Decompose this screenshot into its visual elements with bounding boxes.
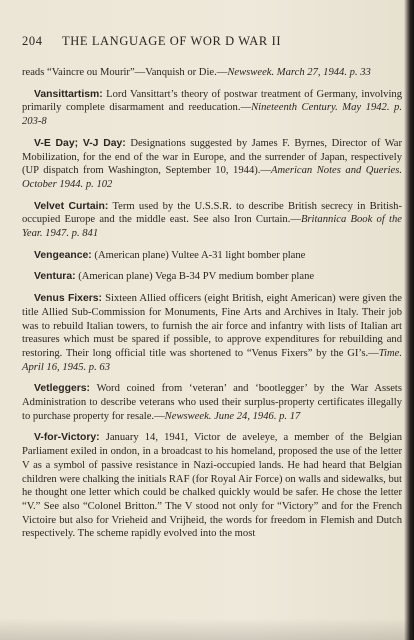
- entry-body: January 14, 1941, Victor de aveleye, a member of the Belgian Parliament exiled in ondon, in a broadcast to his homeland, proposed the use of the letter V as a symbol of passive resistance in Nazi-occupied lands. He had heard that Belgian children were chalking the initials RAF (for Royal Air Force) on walls and sidewalks, but he thought one letter which could be chalked quickly would be safer. He chose the letter “V.” See also “Colonel Britton.” The V stood not only for “Victory” and for the French Victoire but also for Vrieheid and Vrijheid, the words for freedom in Flemish and Dutch respectively. The scheme rapidly evolved into the most: [22, 432, 402, 540]
- glossary-entry-ventura: [22, 270, 402, 284]
- entry-term: Vengeance:: [34, 249, 92, 261]
- entry-source: Newsweek. June 24, 1946. p. 17: [164, 410, 301, 422]
- glossary-entry-v-for-victory: [22, 431, 402, 541]
- entry-body: reads “Vaincre ou Mourir”—Vanquish or Die.—: [22, 67, 228, 78]
- entry-source: Time. April 16, 1945. p. 63: [22, 347, 402, 373]
- page-number: 204: [22, 34, 43, 48]
- entry-body: Sixteen Allied officers (eight British, eight American) were given the title Allied Sub-Commission for Monuments, Fine Arts and Archives in Italy. Their job was to rebuild Italian towers, to furnish the air force and infantry with lists of Italian art treasures which must be spared if possible, to approve expenditures for rebuilding and restoring. Their long official title was shortened to “Venus Fixers” by the GI’s.—: [22, 293, 402, 359]
- entry-body: Term used by the U.S.S.R. to describe British secrecy in British-occupied Europe and the middle east. See also Iron Curtain.—: [22, 200, 402, 226]
- entry-term: V-E Day; V-J Day:: [34, 137, 126, 149]
- entry-term: Ventura:: [34, 271, 76, 283]
- entry-body: (American plane) Vega B-34 PV medium bomber plane: [75, 271, 315, 283]
- entry-term: V-for-Victory:: [34, 432, 100, 444]
- entry-term: Vetleggers:: [34, 383, 91, 395]
- running-header: [22, 34, 392, 50]
- glossary-entry-velvet-curtain: [22, 200, 402, 241]
- glossary-entries: [22, 66, 402, 549]
- entry-source: American Notes and Queries. October 1944. p. 102: [22, 165, 402, 190]
- glossary-entry-vetleggers: [22, 382, 402, 423]
- glossary-entry-continued: [22, 66, 402, 80]
- entry-body: Lord Vansittart’s theory of postwar treatment of Germany, involving primarily complete disarmament and reeducation.—: [22, 88, 402, 114]
- page-gutter-shadow: [404, 0, 414, 640]
- entry-source: Newsweek. March 27, 1944. p. 33: [227, 67, 371, 78]
- glossary-entry-vengeance: [22, 249, 402, 263]
- glossary-entry-vansittartism: [22, 88, 402, 129]
- glossary-entry-ve-vj-day: [22, 137, 402, 192]
- page-bottom-shadow: [0, 618, 414, 640]
- glossary-entry-venus-fixers: [22, 292, 402, 374]
- entry-term: Velvet Curtain:: [34, 200, 109, 212]
- entry-body: Word coined from ‘veteran’ and ‘bootlegger’ by the War Assets Administration to describe veterans who used their surplus-property certificates illegally to purchase property for resale.—: [22, 383, 402, 422]
- entry-body: Designations suggested by James F. Byrnes, Director of War Mobilization, for the end of the war in Europe, and the surrender of Japan, respectively (UP dispatch from Washington, September 10, 1944).—: [22, 137, 402, 177]
- running-title: THE LANGUAGE OF WOR D WAR II: [62, 34, 282, 48]
- entry-body: (American plane) Vultee A-31 light bomber plane: [91, 249, 306, 261]
- entry-source: Britannica Book of the Year. 1947. p. 841: [22, 214, 402, 240]
- entry-term: Venus Fixers:: [34, 293, 103, 305]
- entry-term: Vansittartism:: [34, 88, 103, 100]
- entry-source: Nineteenth Century. May 1942. p. 203-8: [22, 102, 402, 128]
